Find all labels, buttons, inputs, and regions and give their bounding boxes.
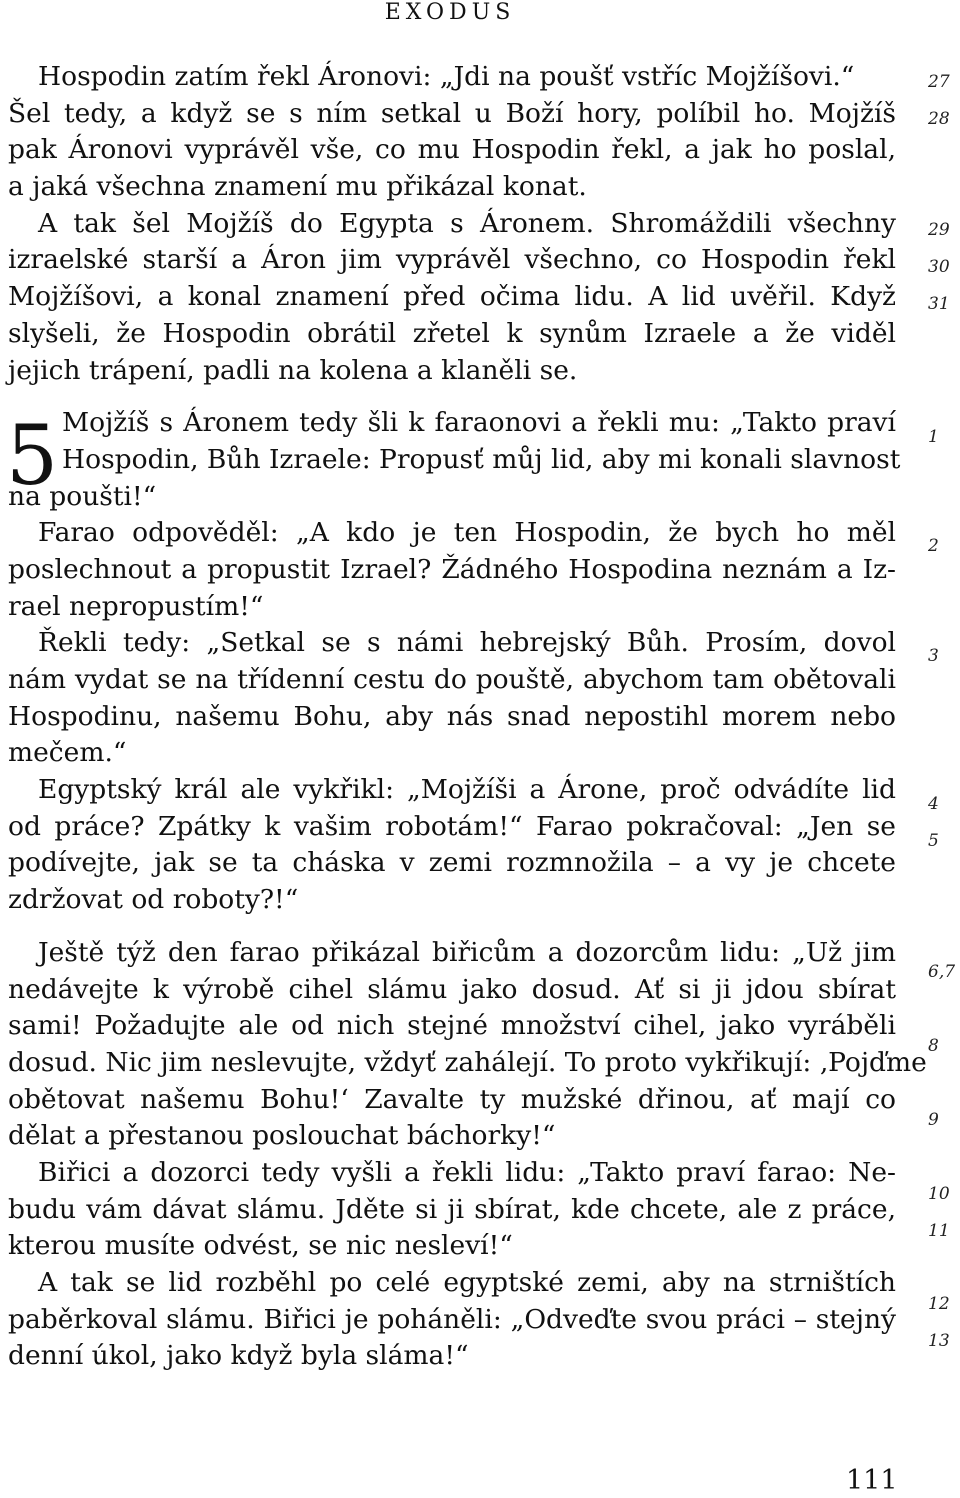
text-line: obětovat našemu Bohu!‘ Zavalte ty mužské dřinou, ať mají co <box>8 1083 896 1115</box>
text-line: nám vydat se na třídenní cestu do pouště, abychom tam obětovali <box>8 664 896 695</box>
text-line: poslechnout a propustit Izrael? Žádného Hospodina neznám a Iz- <box>8 553 896 585</box>
text-line: A tak šel Mojžíš do Egypta s Áronem. Shromáždili všechny <box>38 207 896 239</box>
verse-number: 1 <box>928 427 939 447</box>
text-line: podívejte, jak se ta cháska v zemi rozmnožila – a vy je chcete <box>8 847 896 879</box>
running-header: EXODUS <box>384 0 516 25</box>
text-line: na poušti!“ <box>8 480 157 512</box>
verse-number: 3 <box>928 646 939 666</box>
text-line: jejich trápení, padli na kolena a klaněli se. <box>8 354 578 386</box>
text-line: paběrkoval slámu. Biřici je poháněli: „Odveďte svou práci – stejný <box>8 1303 896 1335</box>
verse-number: 12 <box>928 1294 950 1314</box>
text-line: dělat a přestanou poslouchat báchorky!“ <box>8 1120 556 1152</box>
text-line: Šel tedy, a když se s ním setkal u Boží hory, políbil ho. Mojžíš <box>8 97 896 129</box>
verse-number: 13 <box>928 1331 950 1351</box>
text-line: Biřici a dozorci tedy vyšli a řekli lidu: „Takto praví farao: Ne- <box>38 1156 896 1188</box>
text-line: mečem.“ <box>8 737 127 769</box>
text-line: rael nepropustím!“ <box>8 590 264 622</box>
text-line: Farao odpověděl: „A kdo je ten Hospodin, že bych ho měl <box>38 517 896 549</box>
text-line: Ještě týž den farao přikázal biřicům a dozorcům lidu: „Už jim <box>38 936 896 968</box>
verse-number: 11 <box>928 1221 950 1241</box>
text-line: a jaká všechna znamení mu přikázal konat. <box>8 171 587 203</box>
text-line: Mojžíš s Áronem tedy šli k faraonovi a řekli mu: „Takto praví <box>62 407 896 439</box>
text-line: denní úkol, jako když byla sláma!“ <box>8 1340 469 1372</box>
verse-number: 8 <box>928 1036 939 1056</box>
text-line: od práce? Zpátky k vašim robotám!“ Farao pokračoval: „Jen se <box>8 810 896 842</box>
verse-number: 28 <box>928 109 950 129</box>
text-line: Hospodin, Bůh Izraele: Propusť můj lid, aby mi konali slavnost <box>62 443 901 475</box>
text-line: izraelské starší a Áron jim vyprávěl všechno, co Hospodin řekl <box>8 244 896 276</box>
text-line: Hospodin zatím řekl Áronovi: „Jdi na poušť vstříc Mojžíšovi.“ <box>38 61 855 92</box>
verse-number: 29 <box>928 220 950 240</box>
text-line: sami! Požadujte ale od nich stejné množství cihel, jako vyráběli <box>8 1010 896 1042</box>
text-line: budu vám dávat slámu. Jděte si ji sbírat, kde chcete, ale z práce, <box>8 1193 896 1225</box>
text-line: pak Áronovi vyprávěl vše, co mu Hospodin řekl, a jak ho poslal, <box>8 134 896 166</box>
page-number: 111 <box>846 1465 898 1496</box>
verse-number: 30 <box>928 257 950 277</box>
verse-number: 6,7 <box>928 962 956 982</box>
page-body <box>8 59 927 1375</box>
verse-number: 2 <box>928 536 939 556</box>
verse-number: 5 <box>928 831 939 851</box>
text-line: nedávejte k výrobě cihel slámu jako dosud. Ať si ji jdou sbírat <box>8 973 896 1005</box>
verse-number: 10 <box>928 1184 950 1204</box>
text-line: zdržovat od roboty?!“ <box>8 884 299 916</box>
text-line: Egyptský král ale vykřikl: „Mojžíši a Árone, proč odvádíte lid <box>38 774 896 806</box>
verse-number: 27 <box>928 72 950 92</box>
text-line: Mojžíšovi, a konal znamení před očima lidu. A lid uvěřil. Když <box>8 281 896 313</box>
chapter-dropcap: 5 <box>6 409 59 504</box>
text-line: slyšeli, že Hospodin obrátil zřetel k synům Izraele a že viděl <box>8 317 896 349</box>
text-line: Hospodinu, našemu Bohu, aby nás snad nepostihl morem nebo <box>8 700 896 732</box>
verse-number: 4 <box>928 794 939 814</box>
text-line: kterou musíte odvést, se nic nesleví!“ <box>8 1230 513 1262</box>
text-line: Řekli tedy: „Setkal se s námi hebrejský Bůh. Prosím, dovol <box>38 627 896 659</box>
verse-number: 9 <box>928 1110 939 1130</box>
verse-number: 31 <box>928 294 950 314</box>
text-line: A tak se lid rozběhl po celé egyptské zemi, aby na strništích <box>38 1267 896 1298</box>
text-line: dosud. Nic jim neslevujte, vždyť zahálejí. To proto vykřikují: ‚Pojďme <box>8 1046 927 1078</box>
